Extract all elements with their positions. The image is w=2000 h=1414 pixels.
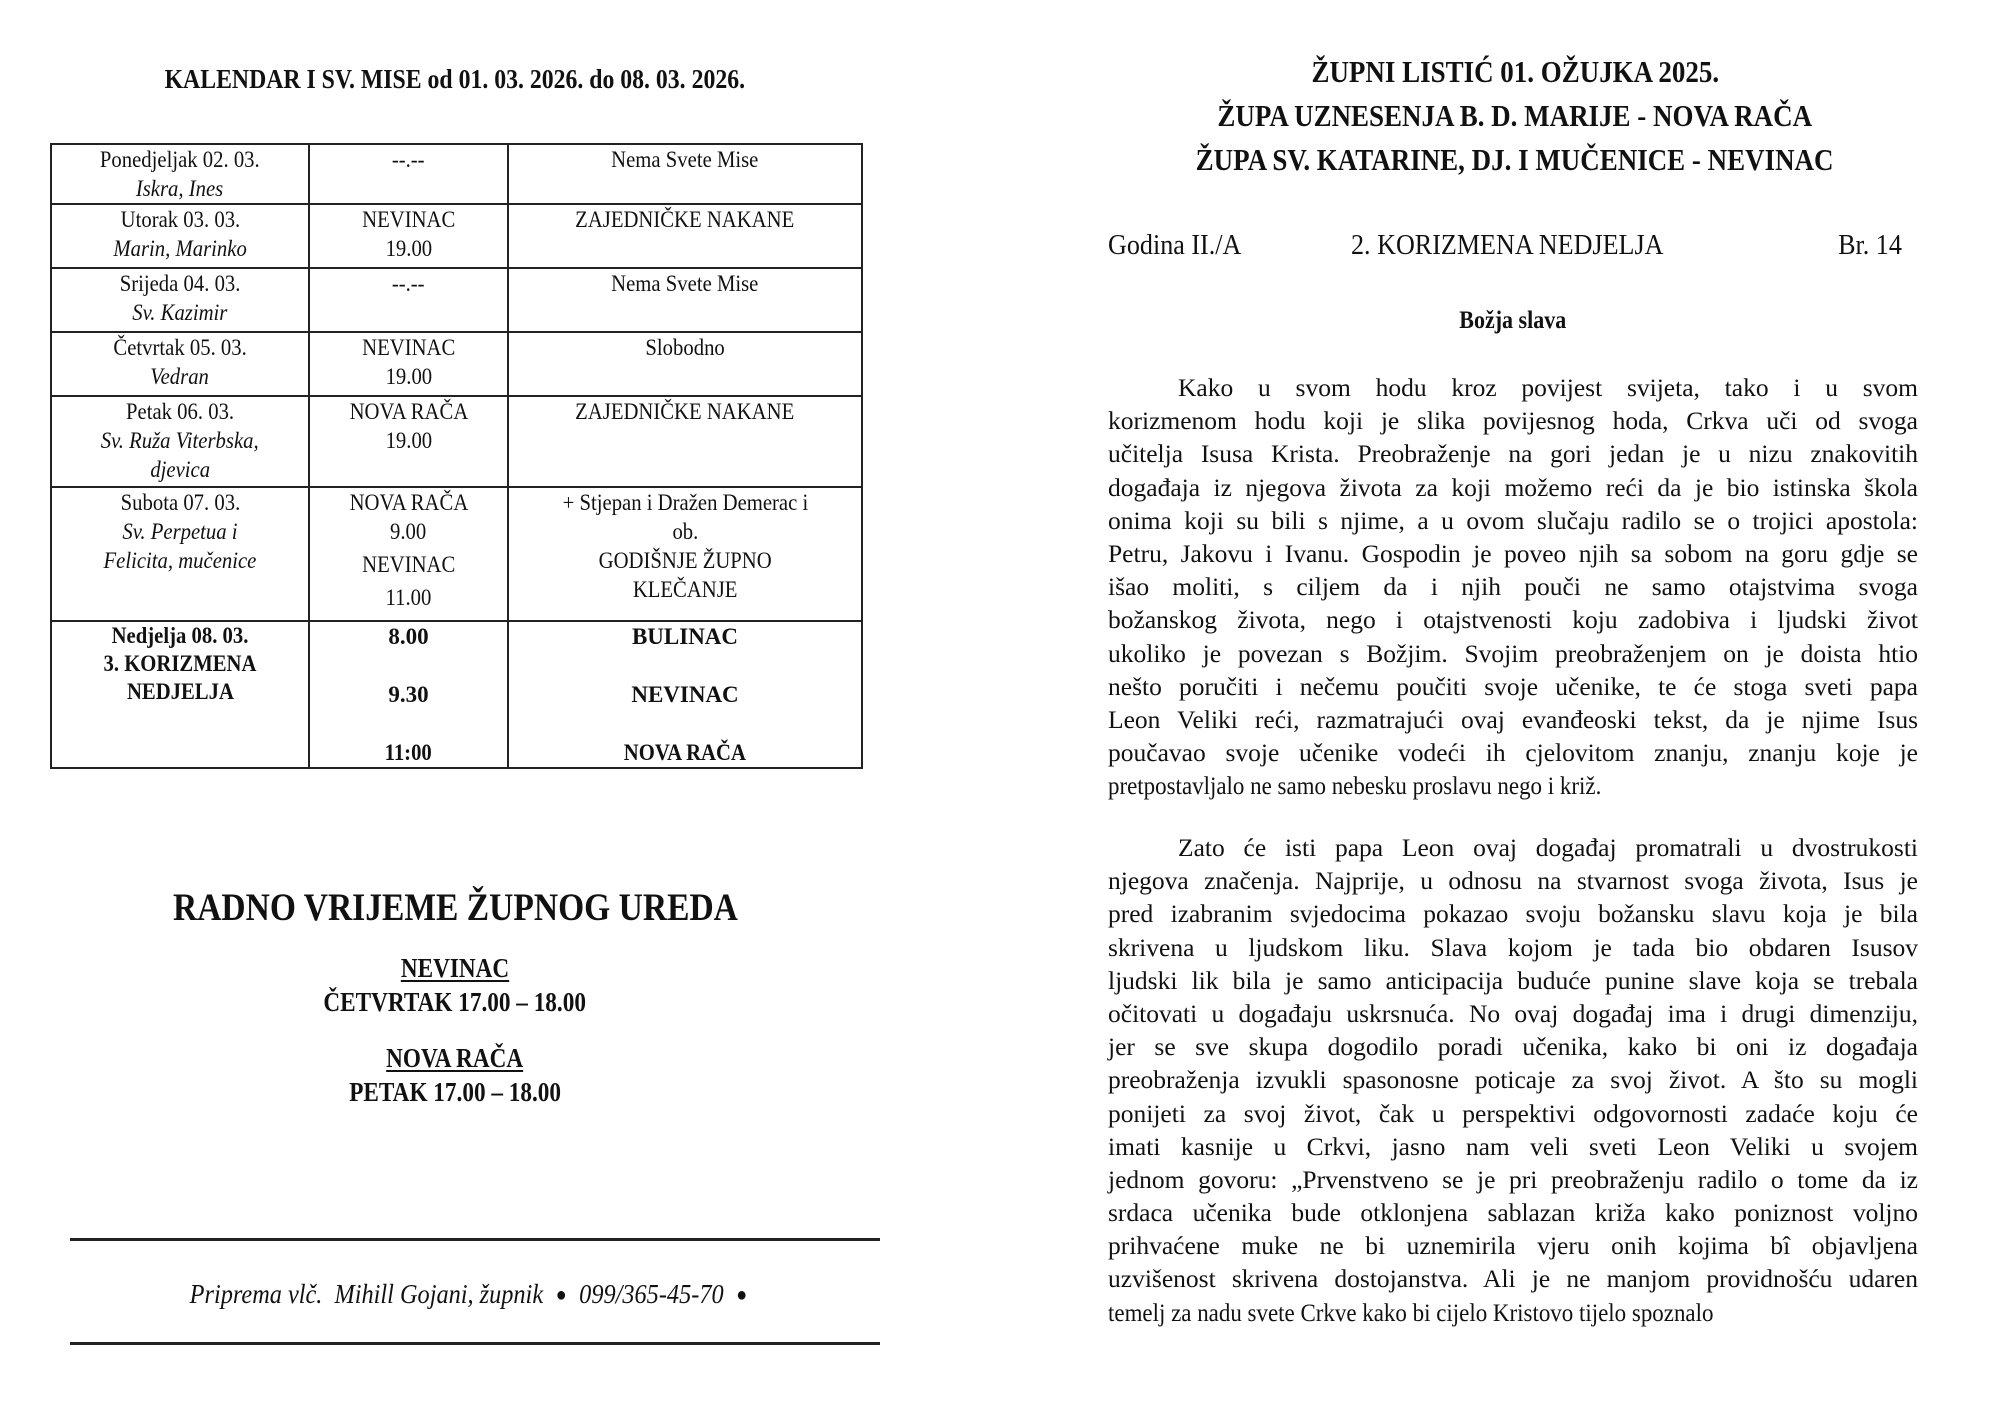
table-row [51,204,862,268]
paragraph-line: jednom govoru: „Prvenstveno se je pri preobraženju radilo o tome da iz [1108,1164,1918,1194]
paragraph-line: ukoliko je povezan s Božjim. Svojim preobraženjem on je doista htio [1108,638,1918,668]
mass-time: 11:00 [384,740,433,765]
intention: ZAJEDNIČKE NAKANE [575,399,795,424]
footer-divider-top [70,1238,880,1241]
time-cell [309,621,508,768]
day-cell [51,204,309,268]
intention-cell [508,144,862,204]
header-line: ŽUPNI LISTIĆ 01. OŽUJKA 2025. [1311,54,1719,89]
intention: ZAJEDNIČKE NAKANE [575,207,795,232]
saint-name: Vedran [150,364,210,389]
mass-place: NOVA RAČA [349,490,468,515]
footer-credits [70,1277,880,1314]
paragraph-line: preobraženja izvukli spasonosne poticaje za svoj život. A što su mogli [1108,1065,1918,1095]
mass-time: 19.00 [385,364,432,389]
place-cell [508,621,862,768]
paragraph-line: skrivena u ljudskom liku. Slava kojom je tada bio obdaren Isusov [1108,932,1918,962]
saint-name: Sv. Perpetua i [122,519,238,544]
mass-time: 9.00 [390,519,427,544]
issue-meta [1108,225,1938,265]
mass-calendar-table [50,143,863,769]
table-row [51,268,862,332]
mass-time: 19.00 [385,236,432,261]
intention-cell [508,204,862,268]
day-cell [51,144,309,204]
paragraph-line: pretpostavljalo ne samo nebesku proslavu nego i križ. [1108,771,1602,801]
paragraph-line: očitovati u događaju uskrsnuća. No ovaj događaj ima i drugi dimenziju, [1108,998,1918,1028]
time-cell [309,268,508,332]
paragraph-line: Petru, Jakovu i Ivanu. Gospodin je poveo njih sa sobom na goru gdje se [1108,538,1918,568]
mass-place: NEVINAC [361,207,456,232]
mass-place: NEVINAC [361,335,456,360]
article-title-text: Božja slava [1459,307,1567,334]
day-label: Utorak 03. 03. [120,207,240,232]
bulletin-title [1100,52,1930,92]
parish-name [1100,140,1930,180]
issue-number: Br. 14 [1838,229,1902,261]
calendar-title [50,62,860,96]
day-label: Četvrtak 05. 03. [113,335,247,360]
office-hours [50,986,860,1018]
paragraph-line: pred izabranim svjedocima pokazao svoju božansku slavu koja je bila [1108,899,1918,929]
time-cell [309,204,508,268]
bullet-icon: ● [556,1284,567,1306]
sunday-label: 2. KORIZMENA NEDJELJA [1351,229,1664,261]
office-hours-text: PETAK 17.00 – 18.00 [349,1077,561,1107]
paragraph-line: događaja iz njegova života za koji možemo reći da je bio istinska škola [1108,472,1918,502]
table-row [51,487,862,621]
paragraph-line: prihvaćene muke ne bi uznemirila vjeru onih kojima bî objavljena [1108,1231,1918,1261]
day-label: Nedjelja 08. 03. [111,623,249,648]
intention: GODIŠNJE ŽUPNO [598,548,772,573]
office-location-name: NOVA RAČA [386,1043,524,1073]
paragraph-line: poučavao svoje učenike vodeći ih cjelovitom znanju, znanju koje je [1108,738,1918,768]
day-label: Ponedjeljak 02. 03. [100,147,260,172]
mass-time: 19.00 [385,428,432,453]
saint-name: Sv. Ruža Viterbska, [101,428,259,453]
saint-name: Iskra, Ines [136,176,224,201]
paragraph-line: nešto poručiti i nečemu poučiti svoje učenike, te će stoga sveti papa [1108,671,1918,701]
paragraph-line: božanskog života, nego i otajstvenosti koju zadobiva i ljudski život [1108,605,1918,635]
time-cell [309,144,508,204]
footer-divider-bottom [70,1342,880,1345]
paragraph-line: učitelja Isusa Krista. Preobraženje na gori jedan je u nizu znakovitih [1108,439,1918,469]
day-cell [51,487,309,621]
mass-time: --.-- [392,271,425,296]
intention: Slobodno [645,335,725,360]
article-title [1108,304,1918,338]
intention-cell [508,487,862,621]
table-row [51,144,862,204]
intention: Nema Svete Mise [611,147,759,172]
saint-name: Felicita, mučenice [103,548,257,573]
time-cell [309,396,508,487]
paragraph-line: uzvišenost skrivena dostojanstva. Ali je ne manjom providnošću udaren [1108,1264,1918,1294]
parish-name [1100,96,1930,136]
office-location [50,1042,860,1074]
intention-cell [508,396,862,487]
day-cell [51,268,309,332]
article-paragraph [1108,371,1918,802]
mass-place: NOVA RAČA [623,740,747,765]
paragraph-line: ponijeti za svoj život, čak u perspektivi odgovornosti zadaće koju će [1108,1098,1918,1128]
intention: KLEČANJE [632,577,738,602]
table-row-sunday [51,621,862,768]
prepared-by: Priprema vlč. Mihill Gojani, župnik [189,1279,544,1309]
day-cell [51,332,309,396]
bullet-icon: ● [736,1284,748,1306]
day-cell [51,621,309,768]
paragraph-line: imati kasnije u Crkvi, jasno nam veli sveti Leon Veliki u svojem [1108,1131,1918,1161]
mass-time: 11.00 [385,585,432,610]
paragraph-line: ljudski lik bila je samo anticipacija buduće punine slave koja se trebala [1108,965,1918,995]
paragraph-line: srdaca učenika bude otklonjena sablazan križa kako poniznost voljno [1108,1198,1918,1228]
paragraph-line: Kako u svom hodu kroz povijest svijeta, tako i u svom [1178,373,1918,402]
mass-time: --.-- [392,147,425,172]
day-cell [51,396,309,487]
saint-name: djevica [150,457,210,482]
mass-place: NEVINAC [361,552,456,577]
intention: ob. [672,519,698,544]
paragraph-line: išao moliti, s ciljem da i njih pouči ne samo otajstvima svoga [1108,572,1918,602]
mass-time: 9.30 [388,682,429,707]
phone-number: 099/365-45-70 [579,1279,724,1309]
paragraph-line: jer se sve skupa dogodilo poradi učenika, kako bi oni iz događaja [1108,1032,1918,1062]
day-label: NEDJELJA [126,679,234,704]
table-row [51,332,862,396]
calendar-title-text: KALENDAR I SV. MISE od 01. 03. 2026. do 08. 03. 2026. [164,64,746,94]
paragraph-line: Zato će isti papa Leon ovaj događaj promatrali u dvostrukosti [1178,833,1918,862]
header-line: ŽUPA SV. KATARINE, DJ. I MUČENICE - NEVINAC [1196,142,1834,177]
day-label: Subota 07. 03. [120,490,240,515]
table-row [51,396,862,487]
header-line: ŽUPA UZNESENJA B. D. MARIJE - NOVA RAČA [1217,98,1813,133]
paragraph-line: Leon Veliki reći, razmatrajući ovaj evanđeoski tekst, da je njime Isus [1108,704,1918,734]
day-label: 3. KORIZMENA [103,651,257,676]
paragraph-line: onima koji su bili s njime, a u ovom slučaju radilo se o trojici apostola: [1108,505,1918,535]
time-cell [309,487,508,621]
day-label: Petak 06. 03. [125,399,235,424]
office-hours-text: ČETVRTAK 17.00 – 18.00 [323,987,587,1017]
saint-name: Marin, Marinko [113,236,247,261]
office-hours-title-text: RADNO VRIJEME ŽUPNOG UREDA [172,886,738,929]
day-label: Srijeda 04. 03. [119,271,241,296]
office-hours-title [50,885,860,931]
intention: Nema Svete Mise [611,271,759,296]
office-location [50,952,860,984]
paragraph-line: temelj za nadu svete Crkve kako bi cijelo Kristovo tijelo spoznalo [1108,1297,1714,1327]
article-paragraph [1108,831,1918,1329]
mass-place: BULINAC [631,624,739,649]
office-hours [50,1076,860,1108]
intention: + Stjepan i Dražen Demerac i [562,490,808,515]
intention-cell [508,268,862,332]
intention-cell [508,332,862,396]
mass-place: NEVINAC [631,682,739,707]
mass-time: 8.00 [388,624,429,649]
saint-name: Sv. Kazimir [132,300,228,325]
office-location-name: NEVINAC [400,953,510,983]
mass-place: NOVA RAČA [349,399,468,424]
paragraph-line: njegova značenja. Najprije, u odnosu na stvarnost svoga života, Isus je [1108,866,1918,896]
time-cell [309,332,508,396]
year-label: Godina II./A [1108,229,1242,261]
paragraph-line: korizmenom hodu koji je slika povijesnog hoda, Crkva uči od svoga [1108,406,1918,436]
